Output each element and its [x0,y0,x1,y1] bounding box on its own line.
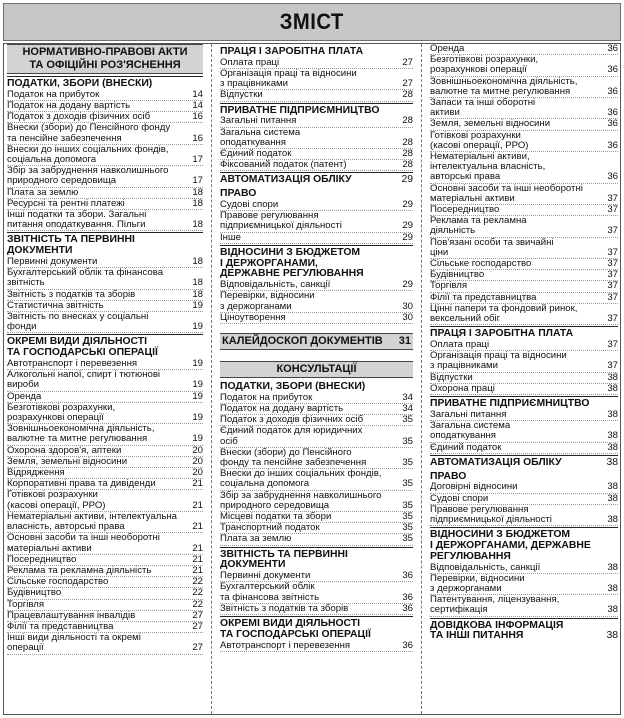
toc-entry[interactable] [430,238,618,259]
section-heading: ОКРЕМІ ВИДИ ДІЯЛЬНОСТІ ТА ГОСПОДАРСЬКІ ОПЕРАЦІЇ [220,616,413,641]
page-number: 21 [192,553,203,565]
section-heading[interactable] [430,618,618,643]
toc-entry[interactable] [430,184,618,205]
page-number: 37 [607,192,618,204]
page-number: 34 [402,403,413,415]
toc-entry[interactable] [220,160,413,171]
toc-entry[interactable] [7,490,203,511]
toc-entry-title: Фіксований податок (патент) [220,159,347,171]
page-number: 30 [402,300,413,312]
toc-entry-title: Будівництво [430,269,485,281]
toc-entry-title: Інше [220,231,241,243]
toc-entry-title: Збір за забруднення навколишнього природного середовища [220,489,382,511]
toc-entry-title: Реклама та рекламна діяльність [7,564,152,576]
page-number: 18 [192,256,203,268]
toc-entry-title: Плата за землю [220,533,292,545]
page-number: 38 [606,456,618,468]
toc-entry-title: Звітність з податків та зборів [220,602,349,614]
page-number: 21 [192,542,203,554]
page-number: 38 [607,492,618,504]
page-number: 17 [192,175,203,187]
toc-entry[interactable] [430,482,618,493]
section-heading: ВІДНОСИНИ З БЮДЖЕТОМ І ДЕРЖОРГАНАМИ, ДЕРЖАВНЕ РЕГУЛЮВАННЯ [430,527,618,562]
toc-entry-title: Автотранспорт і перевезення [220,639,351,651]
toc-entry[interactable] [430,55,618,76]
toc-entry[interactable] [220,90,413,101]
toc-entry[interactable] [430,152,618,184]
toc-entry-title: Правове регулювання підприємницької діяльності [430,503,552,525]
toc-entry-title: Зовнішньоекономічна діяльність, валютне та митне регулювання [430,75,578,97]
toc-entry-title: Збір за забруднення навколишнього природного середовища [7,165,169,187]
page-number: 19 [192,412,203,424]
toc-entry-title: Оренда [7,390,42,402]
page-number: 20 [192,455,203,467]
toc-entry-title: Податок на додану вартість [7,100,131,111]
page-number: 16 [192,132,203,144]
toc-entry-title: Плата за землю [7,186,79,198]
page-number: 21 [192,478,203,490]
toc-entry-title: Готівкові розрахунки (касові операції, РРО) [430,129,529,151]
page-number: 35 [402,533,413,545]
toc-entry-title: Алкогольні напої, спирт і тютюнові вироби [7,369,161,391]
toc-entry[interactable] [220,233,413,244]
toc-entry-title: Інші податки та збори. Загальні питання оподаткування. Пільги [7,209,147,231]
toc-entry-title: Оренда [430,44,465,54]
page-number: 35 [402,511,413,523]
page-number: 27 [192,609,203,621]
page-number: 37 [607,280,618,292]
toc-entry-title: Судові спори [220,199,279,211]
toc-entry[interactable] [220,128,413,149]
page-number: 20 [192,444,203,456]
spacer [220,324,413,333]
page-number: 18 [192,186,203,198]
toc-entry[interactable] [430,216,618,237]
toc-entry-title: Пов'язані особи та звичайні ціни [430,236,554,258]
toc-entry-title: Відповідальність, санкції [430,561,541,573]
toc-entry-title: Відпустки [220,89,263,101]
contents-title-bar [3,3,621,41]
section-banner: КОНСУЛЬТАЦІЇ [220,361,413,378]
toc-entry-title: Бухгалтерський облік та фінансова звітність [220,581,320,603]
page-number: 37 [607,360,618,372]
toc-entry-title: Податок на прибуток [220,391,313,403]
toc-entry-title: Патентування, ліцензування, сертифікація [430,594,560,616]
page-number: 31 [398,335,411,348]
toc-entry-title: Оплата праці [220,56,280,68]
page-number: 38 [607,582,618,594]
page-number: 35 [402,457,413,469]
toc-entry-title: Внески до інших соціальних фондів, соціальна допомога [7,143,169,166]
page-number: 28 [402,89,413,101]
page-number: 36 [402,602,413,614]
page-number: 29 [401,174,413,186]
toc-entry-title: Зовнішньоекономічна діяльність, валютне та митне регулювання [7,423,155,445]
toc-entry[interactable] [430,281,618,292]
page-number: 34 [402,391,413,403]
section-heading: ПОДАТКИ, ЗБОРИ (ВНЕСКИ) [7,76,203,90]
section-heading: ОКРЕМІ ВИДИ ДІЯЛЬНОСТІ ТА ГОСПОДАРСЬКІ ОПЕРАЦІЇ [7,334,203,359]
section-heading: ПРИВАТНЕ ПІДПРИЄМНИЦТВО [430,396,618,410]
page-number: 19 [192,390,203,402]
page-number: 29 [402,199,413,211]
page-number: 36 [607,64,618,76]
page-number: 21 [192,499,203,511]
toc-entry-title: Бухгалтерський облік та фінансова звітність [7,267,164,289]
section-heading[interactable] [430,455,618,469]
toc-entry-title: Оплата праці [430,339,490,351]
page-number: 14 [192,88,203,100]
toc-entry-title: Цінні папери та фондовий ринок, вексельний обіг [430,302,578,325]
toc-entry[interactable] [7,533,203,554]
toc-entry-title: Податок на прибуток [7,88,100,100]
page-number: 37 [607,291,618,303]
page-number: 19 [192,321,203,333]
section-banner: НОРМАТИВНО-ПРАВОВІ АКТИ ТА ОФІЦІЙНІ РОЗ'ЯСНЕННЯ [7,44,203,74]
section-heading: ЗВІТНІСТЬ ТА ПЕРВИННІ ДОКУМЕНТИ [220,547,413,572]
page-number: 35 [402,435,413,447]
toc-entry[interactable] [7,268,203,289]
page-number: 35 [402,499,413,511]
toc-entry-title: Реклама та рекламна діяльність [430,215,527,237]
page-number: 29 [402,279,413,291]
toc-entry-title: Загальні питання [220,115,297,127]
toc-entry-title: Транспортний податок [220,522,320,534]
page-number: 36 [402,591,413,603]
kaleidoscope-banner[interactable] [220,333,413,350]
toc-entry[interactable] [220,469,413,490]
toc-entry-title: Відпустки [430,371,473,383]
toc-entry[interactable] [430,98,618,119]
toc-entry[interactable] [7,210,203,231]
toc-entry-title: Внески (збори) до Пенсійного фонду та пенсійне забезпечення [7,122,171,144]
toc-entry[interactable] [7,633,203,654]
page-number: 27 [192,620,203,632]
page-number: 29 [402,220,413,232]
section-heading: ПРАВО [220,188,257,200]
page-number: 21 [192,564,203,576]
page-number: 36 [607,139,618,151]
column-divider [421,44,422,714]
toc-entry-title: Організація праці та відносини з працівниками [220,68,357,90]
section-heading-label: АВТОМАТИЗАЦІЯ ОБЛІКУ [220,174,352,186]
toc-entry[interactable] [7,312,203,333]
toc-entry-title: Корпоративні права та дивіденди [7,478,156,490]
page-number: 27 [402,56,413,68]
page-number: 37 [607,258,618,270]
page-number: 37 [607,246,618,258]
section-heading: ПРАЦЯ І ЗАРОБІТНА ПЛАТА [430,326,618,340]
toc-entry-title: Договірні відносини [430,481,518,493]
toc-entry[interactable] [7,166,203,187]
toc-entry[interactable] [430,131,618,152]
toc-entry[interactable] [430,304,618,325]
page-number: 19 [192,299,203,311]
toc-entry-title: Безготівкові розрахунки, розрахункові операції [7,401,116,424]
page-number: 21 [192,521,203,533]
toc-entry-title: Звітність з податків та зборів [7,288,136,300]
page-number: 20 [192,467,203,479]
page-number: 37 [607,269,618,281]
page-number: 30 [402,311,413,323]
banner-label: КАЛЕЙДОСКОП ДОКУМЕНТІВ [222,335,383,348]
page-number: 36 [607,107,618,119]
toc-column-2 [220,44,413,714]
page-number: 36 [607,118,618,130]
section-heading[interactable] [220,172,413,186]
toc-entry-title: Податок на додану вартість [220,403,344,415]
toc-entry[interactable] [220,491,413,512]
toc-entry[interactable] [430,443,618,454]
toc-entry-title: Торгівля [430,280,468,292]
toc-entry-title: Перевірки, відносини з держорганами [430,572,525,594]
toc-entry-title: Посередництво [7,553,77,565]
toc-entry-title: Внески до інших соціальних фондів, соціальна допомога [220,468,382,490]
page-number: 37 [607,225,618,237]
page-number: 38 [607,561,618,573]
toc-entry-title: Загальні питання [430,408,507,420]
toc-entry-title: Загальна система оподаткування [220,126,301,148]
page-number: 38 [607,408,618,420]
page-number: 28 [402,148,413,160]
toc-entry[interactable] [220,291,413,312]
column-divider [211,44,212,714]
page-number: 19 [192,433,203,445]
section-heading: ПРАЦЯ І ЗАРОБІТНА ПЛАТА [220,46,364,57]
toc-entry-title: Нематеріальні активи, інтелектуальна власність, авторські права [7,510,178,533]
page-number: 27 [192,642,203,654]
toc-entry[interactable] [7,512,203,533]
toc-entry[interactable] [7,123,203,144]
page-number: 36 [402,570,413,582]
page-number: 38 [607,604,618,616]
page-number: 29 [402,231,413,243]
page-number: 38 [607,371,618,383]
toc-entry-title: Первинні документи [7,256,98,268]
page-number: 37 [607,204,618,216]
page-number: 18 [192,219,203,231]
toc-entry[interactable] [430,384,618,395]
page-number: 18 [192,197,203,209]
toc-entry-title: Судові спори [430,492,489,504]
page-number: 28 [402,115,413,127]
page-number: 36 [607,85,618,97]
toc-entry[interactable] [220,426,413,447]
toc-entry-title: Нематеріальні активи, інтелектуальна власність, авторські права [430,151,546,183]
page-title: ЗМІСТ [280,9,344,34]
toc-entry-title: Інші види діяльності та окремі операції [7,632,141,654]
toc-entry[interactable] [220,534,413,545]
toc-entry-title: Податок з доходів фізичних осіб [220,414,364,426]
toc-entry-title: Внески (збори) до Пенсійного фонду та пенсійне забезпечення [220,446,367,469]
page-number: 28 [402,159,413,171]
toc-column-1 [7,44,203,714]
toc-entry-title: Єдиний податок для юридичних осіб [220,425,363,447]
toc-entry-title: Правове регулювання підприємницької діяльності [220,210,342,232]
toc-entry[interactable] [430,421,618,442]
page-number: 18 [192,288,203,300]
toc-entry[interactable] [7,424,203,445]
toc-entry-title: Основні засоби та інші необоротні матеріальні активи [430,182,583,204]
toc-entry[interactable] [430,119,618,130]
page-number: 35 [402,414,413,426]
toc-entry-title: Єдиний податок [430,441,502,453]
page-number: 38 [607,430,618,442]
toc-entry-title: Загальна система оподаткування [430,420,511,442]
page-number: 16 [192,111,203,123]
toc-entry-title: Сільське господарство [7,576,109,588]
page-number: 38 [607,513,618,525]
toc-entry-title: Торгівля [7,598,45,610]
toc-entry-title: Готівкові розрахунки (касові операції, РРО) [7,489,106,511]
toc-entry-title: Податок з доходів фізичних осіб [7,111,151,123]
toc-entry[interactable] [220,211,413,232]
toc-entry-title: Основні засоби та інші необоротні матеріальні активи [7,532,160,554]
toc-entry[interactable] [7,370,203,391]
page-number: 19 [192,379,203,391]
page-number: 36 [607,171,618,183]
section-heading: ПРИВАТНЕ ПІДПРИЄМНИЦТВО [220,103,413,117]
page-number: 14 [192,100,203,111]
page-number: 35 [402,478,413,490]
page-number: 27 [402,78,413,90]
toc-entry-title: Земля, земельні відносини [7,455,128,467]
toc-entry[interactable] [220,116,413,127]
toc-entry[interactable] [430,574,618,595]
toc-entry[interactable] [430,77,618,98]
toc-entry-title: Посередництво [430,204,500,216]
page-number: 35 [402,522,413,534]
toc-entry-title: Перевірки, відносини з держорганами [220,290,315,312]
page-number: 22 [192,587,203,599]
toc-entry-title: Первинні документи [220,570,311,582]
toc-entry-title: Працевлаштування інвалідів [7,609,136,621]
toc-entry-title: Відповідальність, санкції [220,279,331,291]
page-number: 36 [607,44,618,54]
toc-entry-title: Звітність по внесках у соціальні фонди [7,311,149,333]
toc-entry[interactable] [430,505,618,526]
toc-entry[interactable] [220,582,413,603]
toc-entry-title: Земля, земельні відносини [430,118,551,130]
toc-entry-title: Місцеві податки та збори [220,511,332,523]
section-heading: ВІДНОСИНИ З БЮДЖЕТОМ І ДЕРЖОРГАНАМИ, ДЕРЖАВНЕ РЕГУЛЮВАННЯ [220,245,413,280]
section-heading: ЗВІТНІСТЬ ТА ПЕРВИННІ ДОКУМЕНТИ [7,232,203,257]
page-number: 38 [606,630,618,642]
toc-entry-title: Охорона здоров'я, аптеки [7,444,122,456]
page-number: 38 [607,382,618,394]
toc-entry-title: Безготівкові розрахунки, розрахункові операції [430,54,539,76]
page-number: 38 [607,441,618,453]
toc-entry-title: Відрядження [7,467,65,479]
toc-entry[interactable] [430,595,618,616]
toc-entry-title: Сільське господарство [430,258,532,270]
page-number: 22 [192,576,203,588]
page-number: 28 [402,136,413,148]
contents-frame [3,43,621,715]
toc-entry-title: Філії та представництва [7,620,114,632]
toc-entry-title: Охорона праці [430,382,495,394]
toc-column-3 [430,44,618,714]
toc-entry[interactable] [430,351,618,372]
toc-entry-title: Статистична звітність [7,299,104,311]
toc-entry-title: Єдиний податок [220,148,292,160]
toc-entry[interactable] [7,403,203,424]
toc-entry[interactable] [7,588,203,599]
toc-entry-title: Автотранспорт і перевезення [7,358,138,370]
spacer [220,352,413,361]
toc-entry-title: Будівництво [7,587,62,599]
toc-entry[interactable] [7,145,203,166]
section-heading-label: ДОВІДКОВА ІНФОРМАЦІЯ ТА ІНШІ ПИТАННЯ [430,619,564,642]
toc-entry-title: Ціноутворення [220,311,286,323]
page-number: 19 [192,358,203,370]
toc-entry-title: Запаси та інші оборотні активи [430,97,536,119]
page-number: 37 [607,313,618,325]
toc-entry[interactable] [220,313,413,324]
toc-entry[interactable] [220,641,413,652]
toc-entry[interactable] [220,604,413,615]
toc-entry-title: Ресурсні та рентні платежі [7,197,125,209]
toc-entry-title: Організація праці та відносини з працівниками [430,350,567,372]
page-number: 37 [607,339,618,351]
section-heading: ПРАВО [430,470,467,482]
section-heading-label: АВТОМАТИЗАЦІЯ ОБЛІКУ [430,456,562,468]
page-number: 18 [192,277,203,289]
page-number: 38 [607,481,618,493]
page-number: 36 [402,639,413,651]
page-number: 22 [192,598,203,610]
toc-entry[interactable] [220,69,413,90]
toc-entry-title: Філії та представництва [430,291,537,303]
section-heading: ПОДАТКИ, ЗБОРИ (ВНЕСКИ) [220,381,366,393]
page-number: 17 [192,154,203,166]
toc-entry[interactable] [220,448,413,469]
